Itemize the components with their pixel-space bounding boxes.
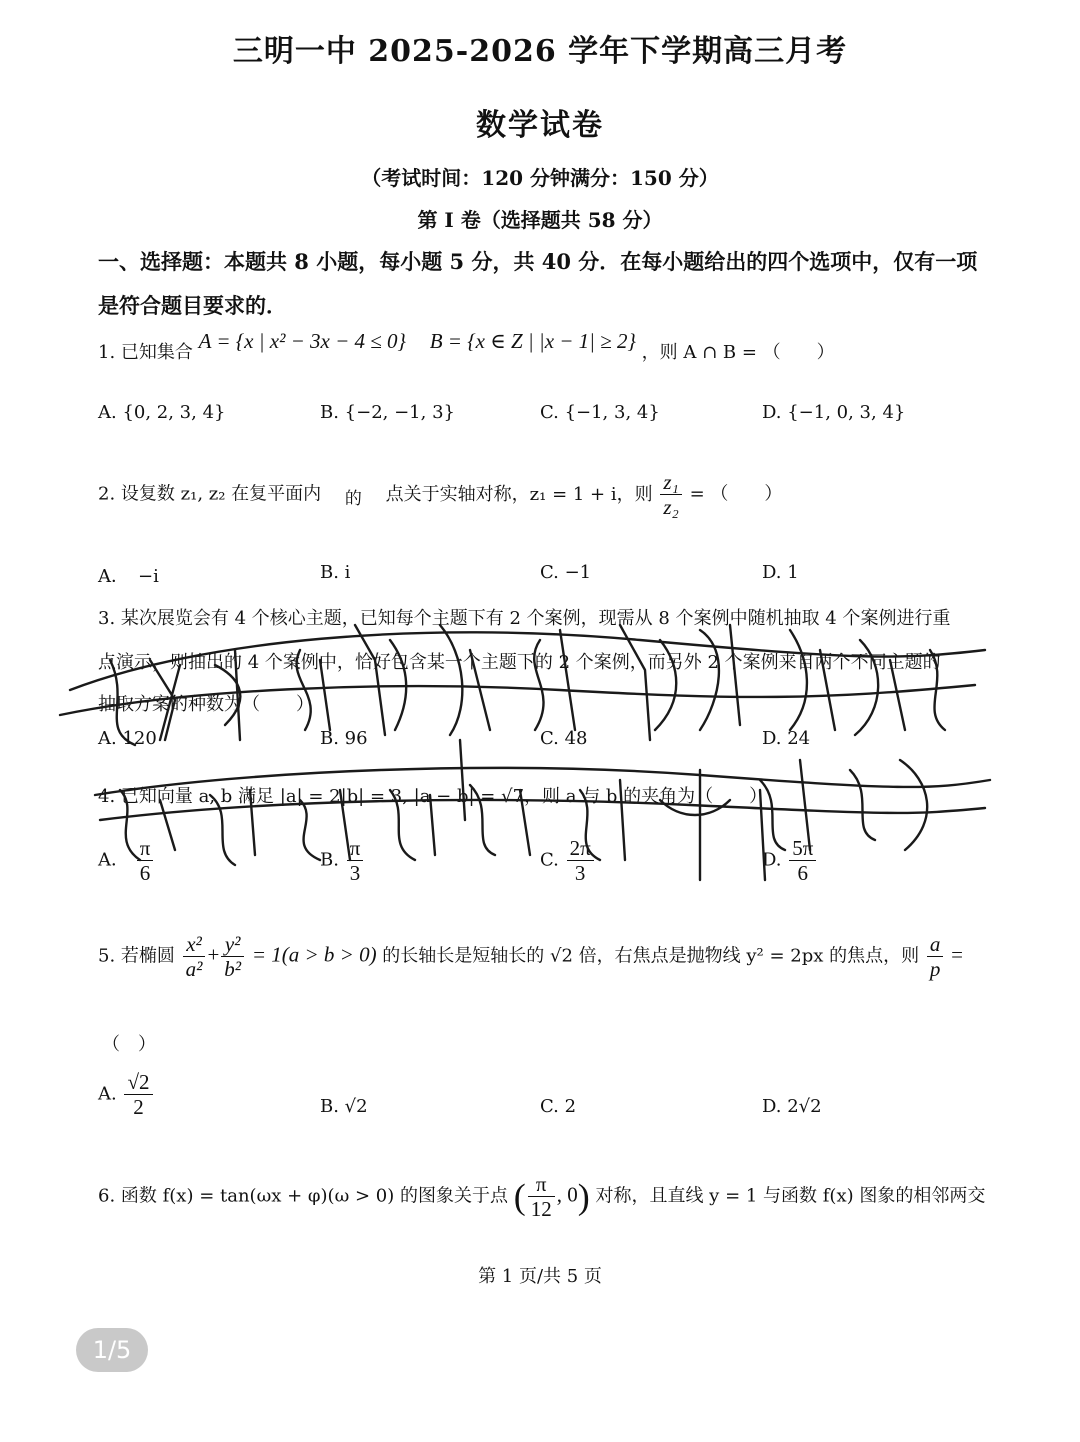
q2-stem-a: 2. 设复数 z₁, z₂ 在复平面内 — [98, 483, 322, 505]
q1-option-d: D. {−1, 0, 3, 4} — [762, 402, 906, 423]
q2-option-c: C. −1 — [540, 562, 592, 583]
q1-set-b: B = {x ∈ Z | |x − 1| ≥ 2} — [429, 329, 636, 353]
q4-option-a: A． $\frac{\pi}{6}$ — [98, 836, 155, 885]
q5-stem-b: 的长轴长是短轴长的 √2 倍，右焦点是抛物线 y² = 2px 的焦点，则 — [382, 945, 920, 967]
exam-part: 第 I 卷（选择题共 58 分） — [417, 208, 663, 232]
q5-option-c: C. 2 — [540, 1096, 577, 1117]
q1-option-c: C. {−1, 3, 4} — [540, 402, 660, 423]
q2-option-d: D. 1 — [762, 562, 799, 583]
q4-option-d: D. $\frac{5\pi}{6}$ — [762, 836, 818, 885]
q3-option-c: C. 48 — [540, 728, 588, 749]
q4-option-c: C. $\frac{2\pi}{3}$ — [540, 836, 596, 885]
page-indicator: 1/5 — [76, 1328, 148, 1372]
section-heading-line2: 是符合题目要求的． — [98, 293, 287, 318]
q5-ellipse-y: $\frac{\text{y²}}{\text{b²}}$ — [221, 932, 244, 981]
q5-ellipse-rest: = 1(a > b > 0) — [251, 942, 377, 967]
q1-stem-prefix: 1. 已知集合 — [98, 342, 193, 363]
question-3-line1: 3. 某次展览会有 4 个核心主题，已知每个主题下有 2 个案例，现需从 8 个案例中随机抽取 4 个案例进行重 — [98, 608, 951, 629]
q5-ratio: $\frac{a}{p}$ — [927, 932, 944, 981]
q5-ellipse-x: $\frac{\text{x²}}{\text{a²}}$ — [183, 932, 206, 981]
q5-bracket: （ ） — [102, 1034, 156, 1055]
question-3-line2: 点演示，则抽出的 4 个案例中，恰好包含某一个主题下的 2 个案例，而另外 2 个案例来自两个不同主题的 — [98, 652, 941, 673]
q3-option-d: D. 24 — [762, 728, 811, 749]
q1-stem-suffix: ，则 A ∩ B = （ ） — [641, 342, 835, 363]
q3-option-b: B. 96 — [320, 728, 368, 749]
q2-option-a: A． −i — [98, 566, 159, 587]
page-footer: 第 1 页/共 5 页 — [478, 1266, 602, 1287]
q6-stem-a: 6. 函数 f(x) = tan(ωx + φ)(ω > 0) 的图象关于点 — [98, 1185, 508, 1207]
q5-option-a: A. $\frac{√2}{2}$ — [98, 1070, 155, 1119]
q1-option-a: A. {0, 2, 3, 4} — [98, 402, 226, 423]
exam-title: 三明一中 2025-2026 学年下学期高三月考 — [232, 34, 848, 69]
q5-option-d: D. 2√2 — [762, 1096, 822, 1117]
q2-stem-d: = （ ） — [689, 483, 783, 505]
question-3-line3: 抽取方案的种数为（ ） — [98, 694, 314, 715]
q5-option-b: B. √2 — [320, 1096, 368, 1117]
q5-stem-a: 5. 若椭圆 — [98, 945, 175, 967]
exam-subject: 数学试卷 — [476, 108, 604, 143]
q1-option-b: B. {−2, −1, 3} — [320, 402, 455, 423]
question-4: 4. 已知向量 a, b 满足 |a| = 2|b| = 3, |a − b| = √7，则 a 与 b 的夹角为（ ） — [98, 786, 768, 807]
q3-option-a: A. 120 — [98, 728, 157, 749]
q2-fraction: $\frac{\text{z₁}}{\text{z₂}}$ — [660, 470, 681, 519]
q6-stem-b: 对称，且直线 y = 1 与函数 f(x) 图象的相邻两交 — [595, 1185, 986, 1207]
q6-point: $\frac{\pi}{12}$ — [528, 1172, 555, 1221]
question-6: 6. 函数 f(x) = tan(ωx + φ)(ω > 0) 的图象关于点 ( $\frac{\pi}{12}$ , 0) 对称，且直线 y = 1 与函数 f(x) 图象的相邻两交 — [98, 1172, 986, 1221]
exam-info: （考试时间：120 分钟满分：150 分） — [361, 166, 719, 190]
q2-option-b: B. i — [320, 562, 351, 583]
q4-option-b: B. $\frac{\pi}{3}$ — [320, 836, 365, 885]
question-5: 5. 若椭圆 $\frac{\text{x²}}{\text{a²}}$ + $\frac{\text{y²}}{\text{b²}}$ = 1(a > b > 0) 的长轴长是短轴长的 √2 倍，右焦点是抛物线 y² = 2px 的焦点，则 $\frac{a}{p}$ = — [98, 932, 963, 981]
q5-eq: = — [951, 942, 963, 967]
section-heading-line1: 一、选择题：本题共 8 小题，每小题 5 分，共 40 分．在每小题给出的四个选项中，仅有一项 — [98, 249, 978, 274]
q1-set-a: A = {x | x² − 3x − 4 ≤ 0} — [198, 329, 406, 353]
q2-stem-c: 点关于实轴对称，z₁ = 1 + i，则 — [385, 483, 653, 505]
q2-stem-b: 的 — [344, 488, 362, 509]
